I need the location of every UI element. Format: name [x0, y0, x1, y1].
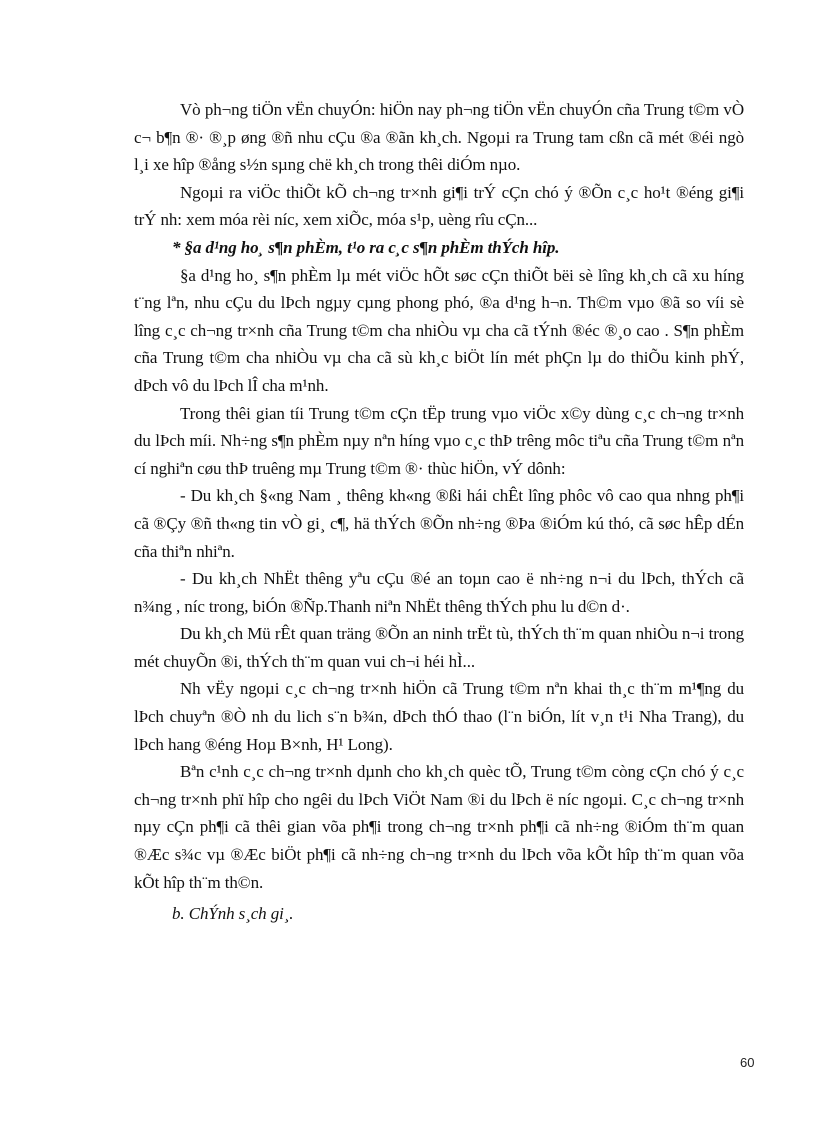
paragraph-themed-tourism: Nh vËy ngoµi c¸c ch¬ng tr×nh hiÖn cã Trung t©m nªn khai th¸c th¨m m¹¶ng du lÞch chuyªn ®Ò nh du lich s¨n b¾n, dÞch thÓ thao (l¨n biÓn, lít v¸n t¹i Nha Trang), du lÞch hang ®éng Hoµ B×nh, H¹ Long).	[134, 679, 744, 754]
section-heading-diversify-products: * §a d¹ng ho¸ s¶n phÈm, t¹o ra c¸c s¶n phÈm thÝch hîp.	[172, 237, 560, 257]
page-number: 60	[740, 1055, 755, 1070]
body-text	[134, 96, 744, 928]
paragraph-new-programs: Trong thêi gian tíi Trung t©m cÇn tËp trung vµo viÖc x©y dùng c¸c ch¬ng tr×nh du lÞch míi. Nh÷ng s¶n phÈm nµy nªn híng vµo c¸c thÞ trêng môc tiªu cña Trung t©m nªn cí nghiªn cøu thÞ truêng mµ Trung t©m ®· thùc hiÖn, vÝ dônh:	[134, 403, 744, 478]
paragraph-entertainment: Ngoµi ra viÖc thiÕt kÕ ch¬ng tr×nh gi¶i trÝ cÇn chó ý ®Õn c¸c ho¹t ®éng gi¶i trÝ nh: xem móa rèi níc, xem xiÕc, móa s¹p, uèng rîu cÇn...	[134, 182, 744, 230]
paragraph-japanese-guests: - Du kh¸ch NhËt thêng yªu cÇu ®é an toµn cao ë nh÷ng n¬i du lÞch, thÝch cã n¾ng , níc trong, biÓn ®Ñp.Thanh niªn NhËt thêng thÝch phu lu d©n d·.	[134, 569, 744, 616]
paragraph-transport: Vò ph¬ng tiÖn vËn chuyÓn: hiÖn nay ph¬ng tiÖn vËn chuyÓn cña Trung t©m vÒ c¬ b¶n ®· ®¸p øng ®ñ nhu cÇu ®a ®ãn kh¸ch. Ngoµi ra Trung tam cßn cã mét ®éi ngò l¸i xe hîp ®ång s½n sµng chë kh¸ch trong thêi diÓm nµo.	[134, 100, 744, 175]
subsection-heading-pricing-policy: b. ChÝnh s¸ch gi¸.	[172, 904, 294, 924]
paragraph-southeast-asia-guests: - Du kh¸ch §«ng Nam ¸ thêng kh«ng ®ßi hái chÊt lîng phôc vô cao qua nhng ph¶i cã ®Çy ®ñ th«ng tin vÒ gi¸ c¶, hä thÝch ®Õn nh÷ng ®Þa ®iÓm kú thó, cã søc hÊp dÉn cña thiªn nhiªn.	[134, 486, 744, 561]
paragraph-american-guests: Du kh¸ch Mü rÊt quan träng ®Õn an ninh trËt tù, thÝch th¨m quan nhiÒu n¬i trong mét chuyÕn ®i, thÝch th¨m quan vui ch¬i héi hÌ...	[134, 624, 744, 671]
paragraph-diversify: §a d¹ng ho¸ s¶n phÈm lµ mét viÖc hÕt søc cÇn thiÕt bëi sè lîng kh¸ch cã xu híng t¨ng lªn, nhu cÇu du lÞch ngµy cµng phong phó, ®a d¹ng h¬n. Th©m vµo ®ã so víi sè lîng c¸c ch¬ng tr×nh cña Trung t©m cha nhiÒu vµ cha cã tÝnh ®éc ®¸o cao . S¶n phÈm cña Trung t©m cha nhiÒu vµ cha cã sù kh¸c biÖt lín mét phÇn lµ do thiÕu kinh phÝ, dÞch vô du lÞch lÎ cha m¹nh.	[134, 265, 744, 395]
paragraph-vietnamese-outbound: Bªn c¹nh c¸c ch¬ng tr×nh dµnh cho kh¸ch quèc tÕ, Trung t©m còng cÇn chó ý c¸c ch¬ng tr×nh phï hîp cho ngêi du lÞch ViÖt Nam ®i du lÞch ë níc ngoµi. C¸c ch¬ng tr×nh nµy cÇn ph¶i cã thêi gian võa ph¶i trong ch¬ng tr×nh ph¶i cã nh÷ng ®iÓm th¨m quan ®Æc s¾c vµ ®Æc biÖt ph¶i cã nh÷ng ch¬ng tr×nh du lÞch võa kÕt hîp th¨m quan võa kÕt hîp th¨m th©n.	[134, 762, 744, 892]
